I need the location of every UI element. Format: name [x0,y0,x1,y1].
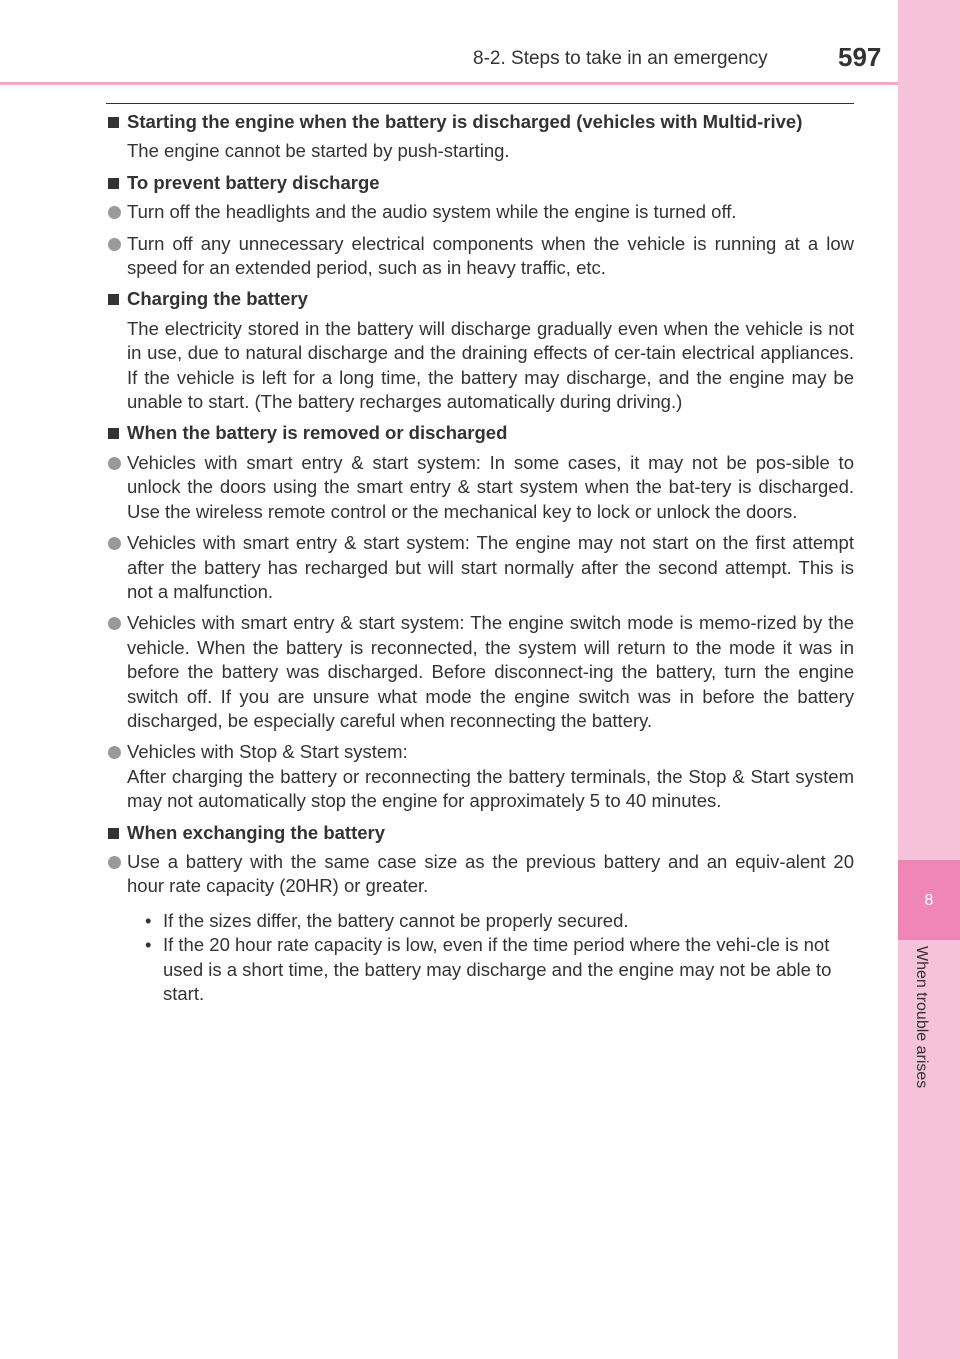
square-bullet-icon [108,294,119,305]
section-body: The electricity stored in the battery will discharge gradually even when the vehicle is not in use, due to natural discharge and the draining effects of cer-tain electrical appliances. If the vehicle is left for a long time, the battery may discharge, and the engine may be unable to start. (The battery recharges automatically during driving.) [127,317,854,413]
list-item: Use a battery with the same case size as the previous battery and an equiv-alent 20 hour rate capacity (20HR) or greater. [108,850,854,899]
circle-bullet-icon [108,856,121,869]
square-bullet-icon [108,117,119,128]
sub-list-item: • If the sizes differ, the battery cannot be properly secured. [145,909,854,933]
list-item [108,740,854,813]
list-item: Vehicles with smart entry & start system: In some cases, it may not be pos-sible to unlock the doors using the smart entry & start system when the bat-tery is discharged. Use the wireless remote control or the mechanical key to lock or unlock the doors. [108,451,854,524]
list-item: Turn off any unnecessary electrical components when the vehicle is running at a low speed for an extended period, such as in heavy traffic, etc. [108,232,854,281]
section-title: Charging the battery [108,287,854,311]
sub-list-item: • If the 20 hour rate capacity is low, even if the time period where the vehi-cle is not used is a short time, the battery may discharge and the engine may not be able to start. [145,933,854,1006]
page-number: 597 [838,42,882,72]
list-item: Vehicles with smart entry & start system: The engine switch mode is memo-rized by the vehicle. When the battery is reconnected, the system will return to the mode it was in before the battery was discharged. Before disconnect-ing the battery, turn the engine switch off. If you are unsure what mode the engine switch was in before the battery discharged, be especially careful when reconnecting the battery. [108,611,854,733]
square-bullet-icon [108,178,119,189]
sub-bullet-marker: • [145,909,152,931]
bullet-list [108,451,854,814]
circle-bullet-icon [108,746,121,759]
circle-bullet-icon [108,206,121,219]
page-content [108,110,854,1006]
stop-start-heading: Vehicles with Stop & Start system: [127,741,408,763]
section-charging [108,287,854,414]
sub-bullet-marker: • [145,934,152,956]
section-header: 8-2. Steps to take in an emergency [473,48,768,69]
section-title: When the battery is removed or discharged [108,421,854,445]
chapter-number: 8 [924,892,934,909]
top-rule [106,103,854,104]
list-item: Vehicles with smart entry & start system: The engine may not start on the first attempt after the battery has recharged but will start normally after the second attempt. This is not a malfunction. [108,531,854,604]
header-line [0,82,898,85]
sub-list [145,909,854,1007]
section-body: The engine cannot be started by push-starting. [127,140,510,162]
circle-bullet-icon [108,617,121,630]
circle-bullet-icon [108,238,121,251]
circle-bullet-icon [108,457,121,470]
list-item: Turn off the headlights and the audio system while the engine is turned off. [108,200,854,224]
circle-bullet-icon [108,537,121,550]
chapter-title: When trouble arises [913,946,930,1089]
bullet-list [108,200,854,280]
section-removed-discharged [108,421,854,813]
section-title: Starting the engine when the battery is discharged (vehicles with Multid-rive) [108,110,854,134]
section-prevent-discharge [108,171,854,281]
side-tab [898,0,960,1359]
square-bullet-icon [108,828,119,839]
section-title: To prevent battery discharge [108,171,854,195]
section-exchanging [108,821,854,1007]
section-start-engine [108,110,854,164]
bullet-list [108,850,854,899]
stop-start-text: After charging the battery or reconnecting the battery terminals, the Stop & Start system may not automatically stop the engine for approximately 5 to 40 minutes. [127,765,854,812]
square-bullet-icon [108,428,119,439]
section-title: When exchanging the battery [108,821,854,845]
